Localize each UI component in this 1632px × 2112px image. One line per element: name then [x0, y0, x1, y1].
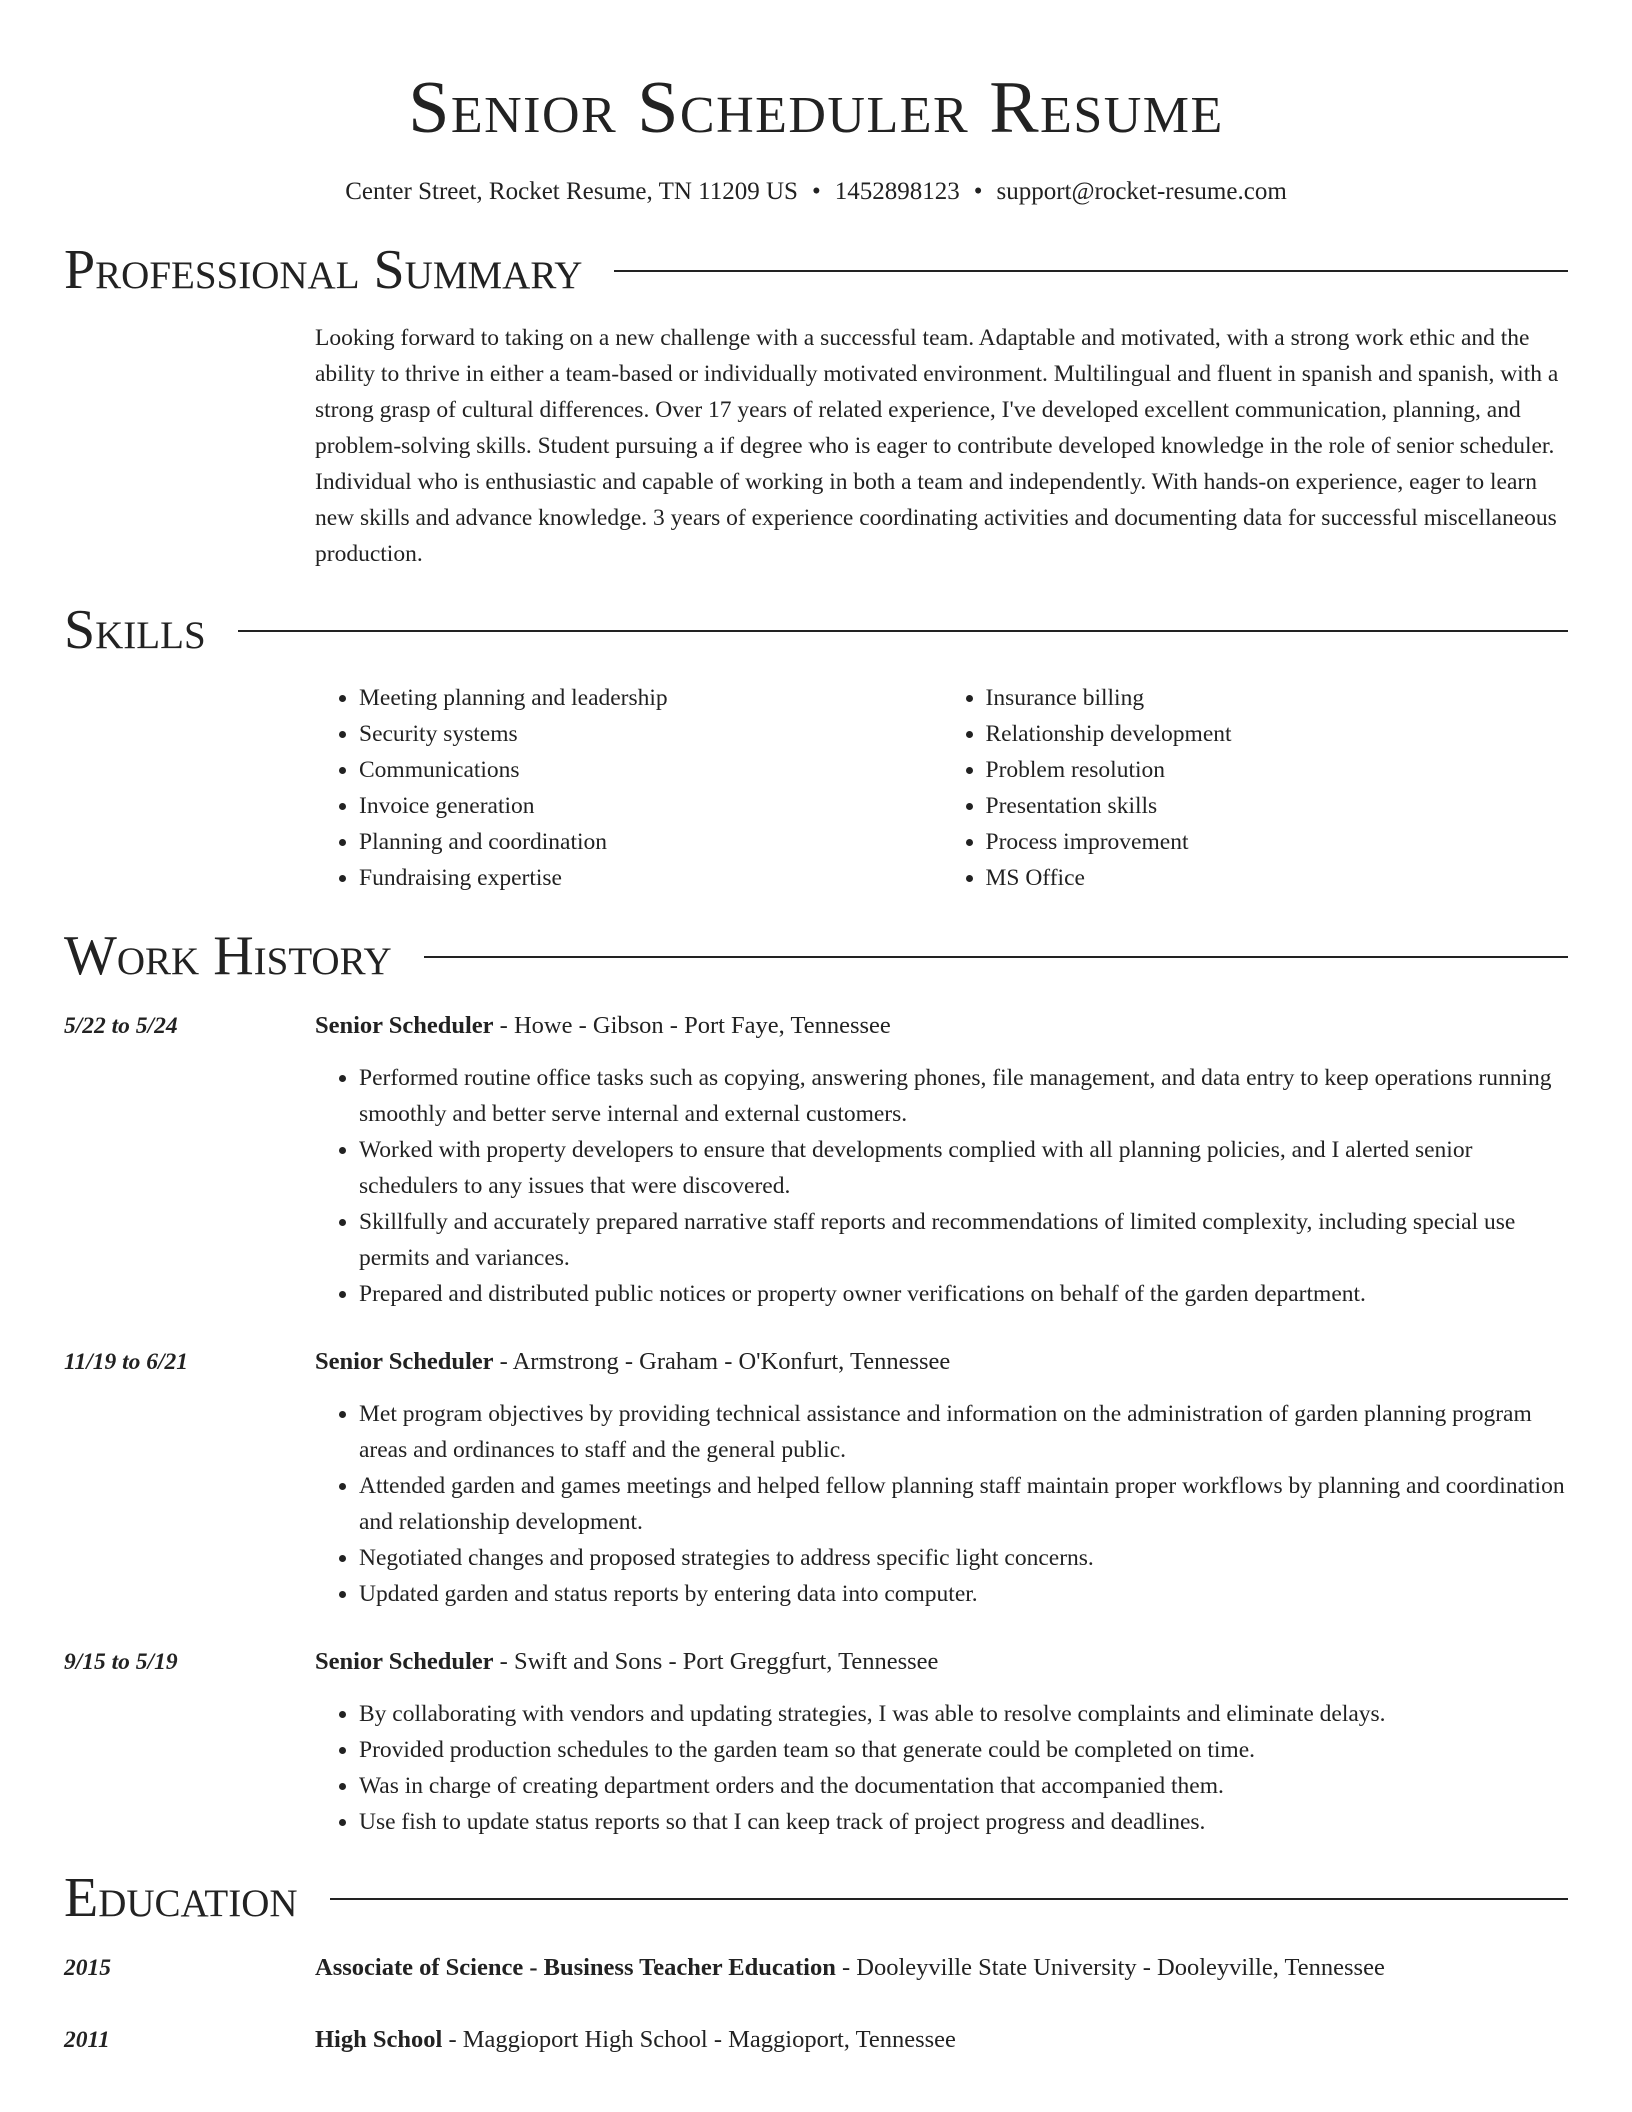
- job-title-line: [315, 1344, 1568, 1380]
- education-detail: [315, 1950, 1568, 1986]
- skills-heading: Skills: [64, 599, 206, 661]
- contact-email: support@rocket-resume.com: [996, 178, 1287, 205]
- education-school: - Maggioport High School - Maggioport, Tennessee: [442, 2026, 956, 2053]
- work-heading: Work History: [64, 925, 392, 987]
- work-section-header: [64, 924, 1568, 988]
- section-divider: [330, 1898, 1568, 1900]
- job-bullet: • Negotiated changes and proposed strategies to address specific light concerns.: [359, 1540, 1568, 1576]
- skill-item: • Insurance billing: [986, 680, 1569, 716]
- job-detail: [315, 1644, 1568, 1840]
- job-bullet: • Prepared and distributed public notices or property owner verifications on behalf of the garden department.: [359, 1276, 1568, 1312]
- education-year: 2015: [64, 1955, 111, 1981]
- job-bullets: [315, 1060, 1568, 1312]
- skill-item: • Communications: [359, 752, 942, 788]
- education-year: 2011: [64, 2027, 110, 2053]
- job-dates: 9/15 to 5/19: [64, 1649, 178, 1675]
- job-entry: [64, 1344, 1568, 1612]
- job-dates: 11/19 to 6/21: [64, 1349, 189, 1375]
- education-degree: High School: [315, 2026, 443, 2053]
- education-entry: [64, 2022, 1568, 2058]
- skill-item: • Security systems: [359, 716, 942, 752]
- job-entry: [64, 1008, 1568, 1312]
- skill-item: • Planning and coordination: [359, 824, 942, 860]
- job-employer: - Howe - Gibson - Port Faye, Tennessee: [493, 1012, 891, 1039]
- contact-separator: •: [811, 178, 821, 205]
- job-title: Senior Scheduler: [315, 1648, 494, 1675]
- skill-item: • Meeting planning and leadership: [359, 680, 942, 716]
- skills-column-left: [315, 680, 942, 896]
- job-bullet: • Worked with property developers to ensure that developments complied with all planning policies, and I alerted senior schedulers to any issues that were discovered.: [359, 1132, 1568, 1204]
- skill-item: • MS Office: [986, 860, 1569, 896]
- skill-item: • Process improvement: [986, 824, 1569, 860]
- education-detail: [315, 2022, 1568, 2058]
- job-bullets: [315, 1396, 1568, 1612]
- contact-line: [64, 176, 1568, 208]
- job-bullet: • By collaborating with vendors and updating strategies, I was able to resolve complaints and eliminate delays.: [359, 1696, 1568, 1732]
- resume-title: Senior Scheduler Resume: [408, 67, 1224, 149]
- job-detail: [315, 1344, 1568, 1612]
- job-title: Senior Scheduler: [315, 1012, 494, 1039]
- education-degree: Associate of Science - Business Teacher Education: [315, 1954, 836, 1981]
- job-dates: 5/22 to 5/24: [64, 1013, 178, 1039]
- education-school: - Dooleyville State University - Dooleyville, Tennessee: [835, 1954, 1385, 1981]
- job-bullet: • Skillfully and accurately prepared narrative staff reports and recommendations of limited complexity, including special use permits and variances.: [359, 1204, 1568, 1276]
- job-bullet: • Met program objectives by providing technical assistance and information on the administration of garden planning program areas and ordinances to staff and the general public.: [359, 1396, 1568, 1468]
- summary-section-header: [64, 238, 1568, 302]
- skill-item: • Invoice generation: [359, 788, 942, 824]
- job-bullet: • Use fish to update status reports so that I can keep track of project progress and deadlines.: [359, 1804, 1568, 1840]
- contact-separator: •: [973, 178, 983, 205]
- summary-text: Looking forward to taking on a new challenge with a successful team. Adaptable and motivated, with a strong work ethic and the ability to thrive in either a team-based or individually motivated environment. Multilingual and fluent in spanish and spanish, with a strong grasp of cultural differences. Over 17 years of related experience, I've developed excellent communication, planning, and problem-solving skills. Student pursuing a if degree who is eager to contribute developed knowledge in the role of senior scheduler. Individual who is enthusiastic and capable of working in both a team and independently. With hands-on experience, eager to learn new skills and advance knowledge. 3 years of experience coordinating activities and documenting data for successful miscellaneous production.: [315, 325, 1559, 567]
- education-section-header: [64, 1866, 1568, 1930]
- job-entry: [64, 1644, 1568, 1840]
- summary-heading: Professional Summary: [64, 239, 583, 301]
- contact-phone: 1452898123: [834, 178, 960, 205]
- skills-list: [315, 680, 1568, 896]
- job-bullets: [315, 1696, 1568, 1840]
- section-divider: [614, 270, 1568, 272]
- education-list: [64, 1950, 1568, 2058]
- skill-item: • Presentation skills: [986, 788, 1569, 824]
- contact-address: Center Street, Rocket Resume, TN 11209 US: [345, 178, 798, 205]
- job-title: Senior Scheduler: [315, 1348, 494, 1375]
- job-employer: - Swift and Sons - Port Greggfurt, Tennessee: [493, 1648, 939, 1675]
- job-bullet: • Provided production schedules to the garden team so that generate could be completed on time.: [359, 1732, 1568, 1768]
- section-divider: [238, 630, 1568, 632]
- job-employer: - Armstrong - Graham - O'Konfurt, Tennessee: [493, 1348, 951, 1375]
- skills-section-header: [64, 598, 1568, 662]
- skills-column-right: [942, 680, 1569, 896]
- job-bullet: • Was in charge of creating department orders and the documentation that accompanied them.: [359, 1768, 1568, 1804]
- job-title-line: [315, 1644, 1568, 1680]
- section-divider: [424, 956, 1568, 958]
- skill-item: • Fundraising expertise: [359, 860, 942, 896]
- job-bullet: • Attended garden and games meetings and helped fellow planning staff maintain proper workflows by planning and coordination and relationship development.: [359, 1468, 1568, 1540]
- skill-item: • Relationship development: [986, 716, 1569, 752]
- job-title-line: [315, 1008, 1568, 1044]
- skill-item: • Problem resolution: [986, 752, 1569, 788]
- education-heading: Education: [64, 1867, 298, 1929]
- job-bullet: • Performed routine office tasks such as copying, answering phones, file management, and data entry to keep operations running smoothly and better serve internal and external customers.: [359, 1060, 1568, 1132]
- job-detail: [315, 1008, 1568, 1312]
- job-bullet: • Updated garden and status reports by entering data into computer.: [359, 1576, 1568, 1612]
- education-entry: [64, 1950, 1568, 1986]
